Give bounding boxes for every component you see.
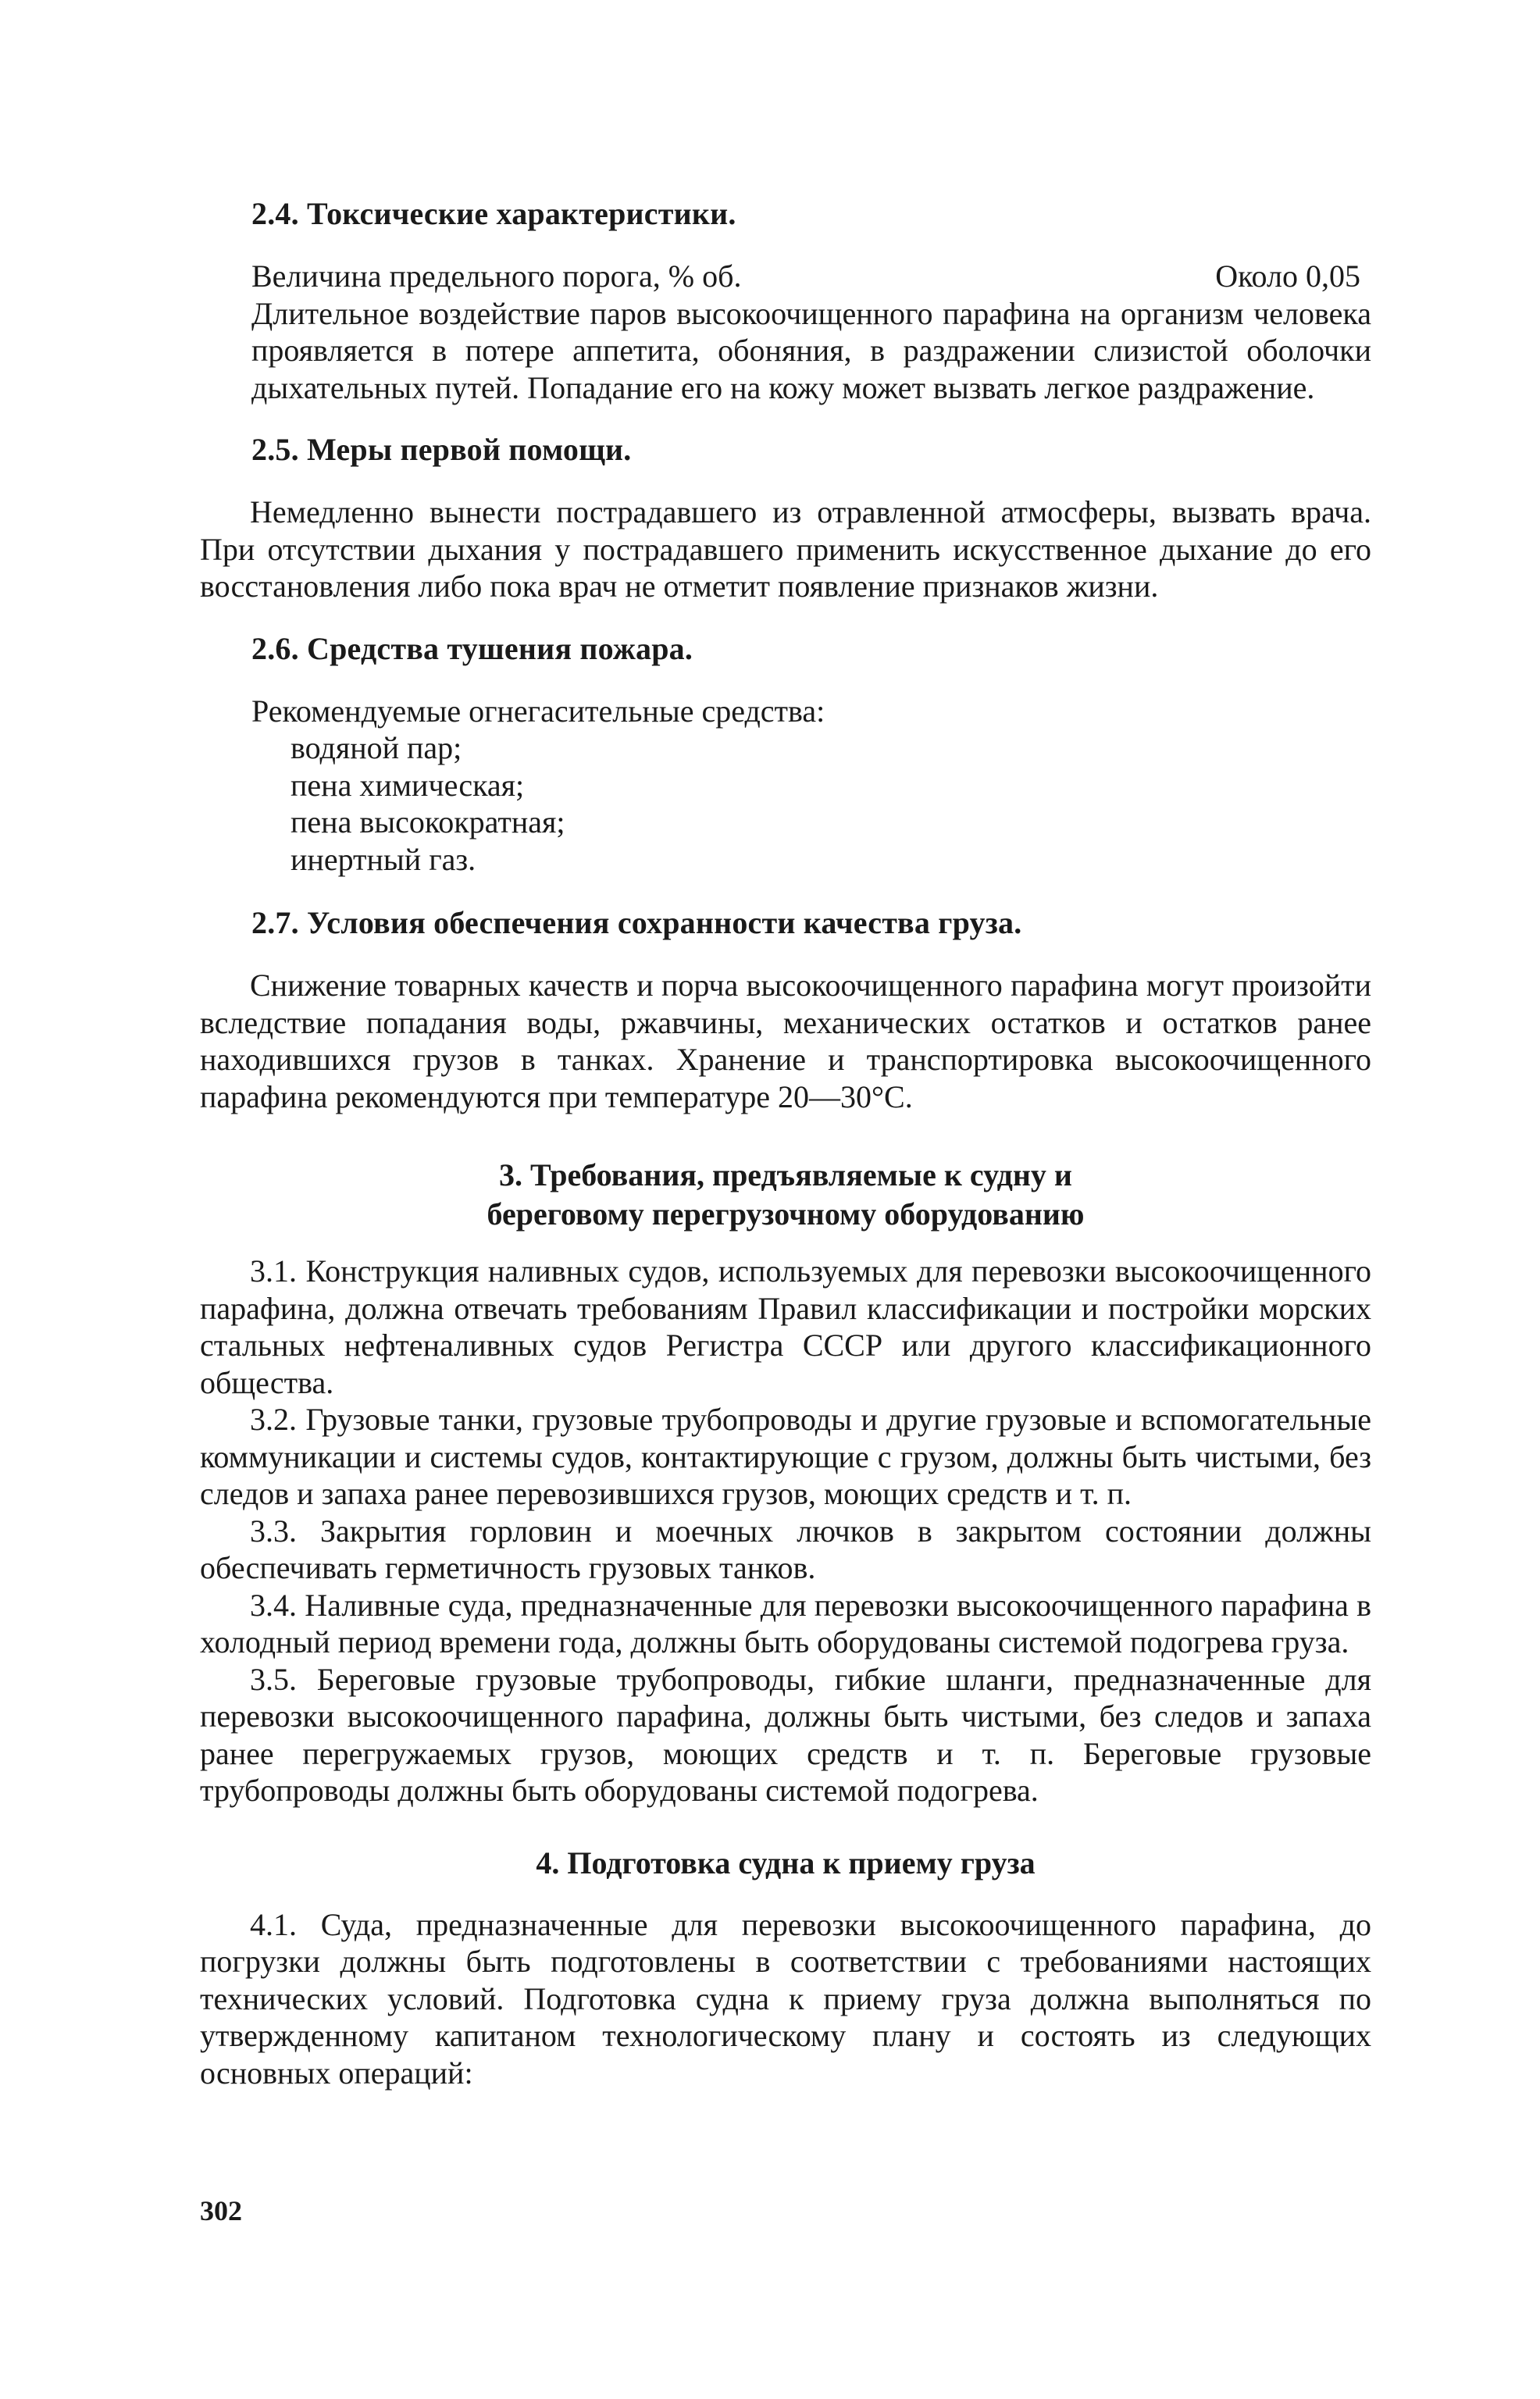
- section-4-heading: 4. Подготовка судна к приему груза: [536, 1845, 1036, 1880]
- extinguishing-list: [200, 693, 1371, 879]
- section-2-5-heading: 2.5. Меры первой помощи.: [251, 432, 632, 467]
- threshold-row: [200, 258, 1371, 295]
- paragraph-3-4: 3.4. Наливные суда, предназначенные для перевозки высокоочищенного парафина в холодный период времени года, должны быть оборудованы системой подогрева груза.: [200, 1587, 1371, 1659]
- section-2-4-text: Длительное воздействие паров высокоочищенного парафина на организм человека проявляется в потере аппетита, обоняния, в раздражении слизистой оболочки дыхательных путей. Попадание его на кожу может вызвать легкое раздражение.: [251, 295, 1371, 405]
- section-3-heading-line-2: береговому перегрузочному оборудованию: [487, 1196, 1085, 1232]
- paragraph-4-1: 4.1. Суда, предназначенные для перевозки высокоочищенного парафина, до погрузки должны быть подготовлены в соответствии с требованиями настоящих технических условий. Подготовка судна к приему груза должна выполняться по утвержденному капитаном технологическому плану и состоять из следующих основных операций:: [200, 1906, 1371, 2091]
- section-3-heading: [200, 1156, 1371, 1234]
- section-2-5-text: Немедленно вынести пострадавшего из отравленной атмосферы, вызвать врача. При отсутствии дыхания у пострадавшего применить искусственное дыхание до его восстановления либо пока врач не отметит появление признаков жизни.: [200, 494, 1371, 604]
- section-2-7-text: Снижение товарных качеств и порча высокоочищенного парафина могут произойти вследствие попадания воды, ржавчины, механических остатков и остатков ранее находившихся грузов в танках. Хранение и транспортировка высокоочищенного парафина рекомендуются при температуре 20—30°С.: [200, 968, 1371, 1114]
- list-item: инертный газ.: [291, 841, 476, 877]
- page-number: 302: [200, 2195, 242, 2226]
- section-2-4-heading: 2.4. Токсические характеристики.: [251, 196, 736, 231]
- paragraph-3-2: 3.2. Грузовые танки, грузовые трубопроводы и другие грузовые и вспомогательные коммуникации и системы судов, контактирующие с грузом, должны быть чистыми, без следов и запаха ранее перевозившихся грузов, моющих средств и т. п.: [200, 1402, 1371, 1511]
- section-2-6-heading: 2.6. Средства тушения пожара.: [251, 630, 693, 666]
- paragraph-3-5: 3.5. Береговые грузовые трубопроводы, гибкие шланги, предназначенные для перевозки высокоочищенного парафина, должны быть чистыми, без следов и запаха ранее перегружаемых грузов, моющих средств и т. п. Береговые грузовые трубопроводы должны быть оборудованы системой подогрева.: [200, 1661, 1371, 1808]
- section-2-7-heading: 2.7. Условия обеспечения сохранности качества груза.: [251, 905, 1022, 940]
- section-3-heading-line-1: 3. Требования, предъявляемые к судну и: [499, 1157, 1072, 1192]
- list-item: водяной пар;: [291, 730, 462, 765]
- list-item: пена высокократная;: [291, 804, 565, 839]
- threshold-value: Около 0,05: [1215, 258, 1360, 294]
- threshold-label: Величина предельного порога, % об.: [251, 258, 742, 294]
- document-page: [200, 194, 1371, 2091]
- paragraph-3-3: 3.3. Закрытия горловин и моечных лючков в закрытом состоянии должны обеспечивать герметичность грузовых танков.: [200, 1513, 1371, 1585]
- list-item: пена химическая;: [291, 767, 525, 803]
- extinguishing-intro: Рекомендуемые огнегасительные средства:: [251, 693, 825, 729]
- paragraph-3-1: 3.1. Конструкция наливных судов, используемых для перевозки высокоочищенного парафина, должна отвечать требованиям Правил классификации и постройки морских стальных нефтеналивных судов Регистра СССР или другого классификационного общества.: [200, 1253, 1371, 1400]
